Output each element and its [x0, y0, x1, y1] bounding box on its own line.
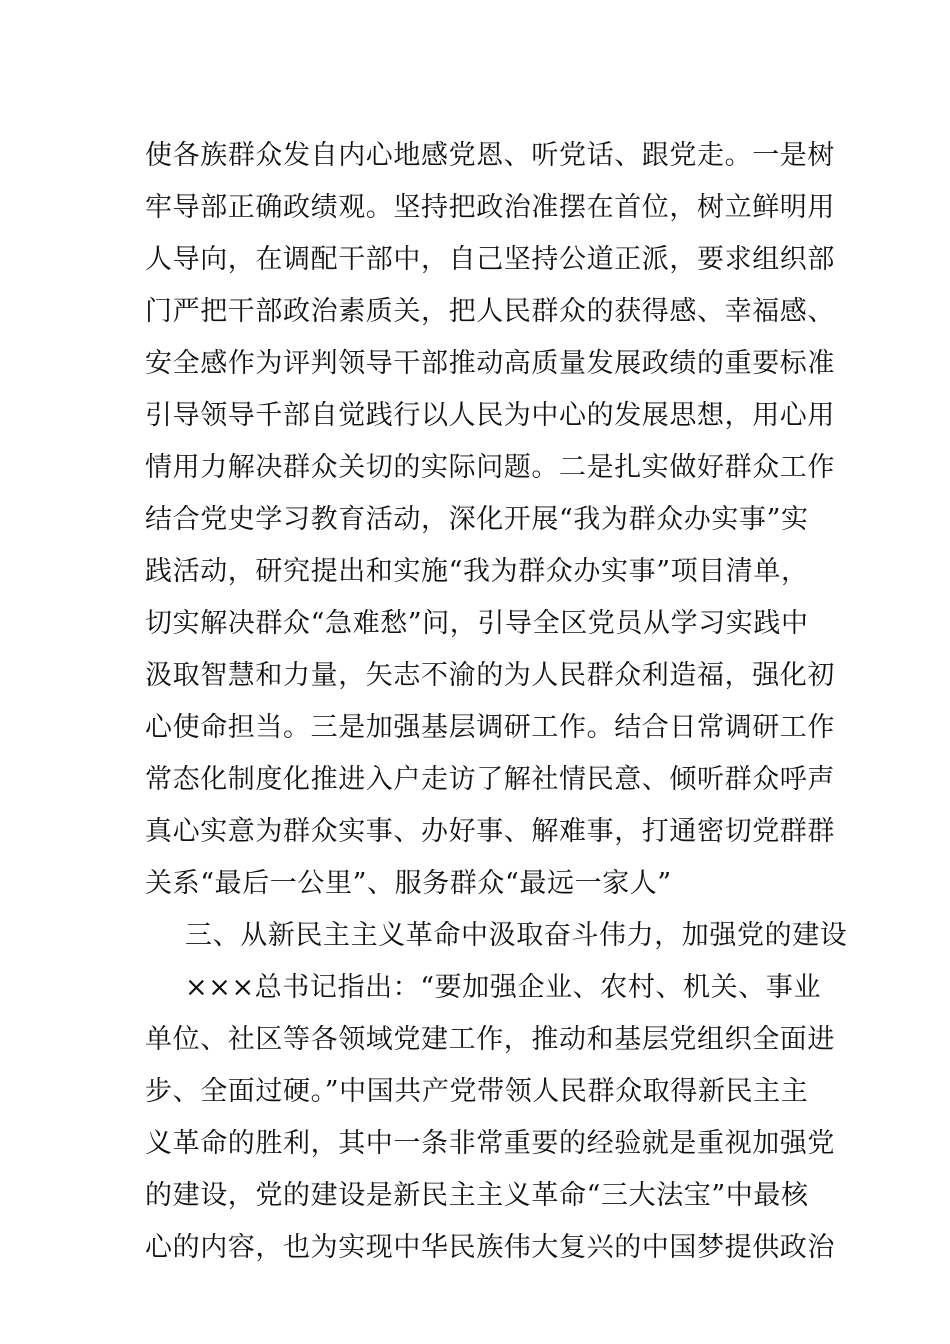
- text-line: 关系“最后一公里”、服务群众“最远一家人”: [145, 868, 672, 899]
- text-line: 义革命的胜利，其中一条非常重要的经验就是重视加强党: [145, 1128, 835, 1159]
- text-line: ×××总书记指出：“要加强企业、农村、机关、事业: [185, 972, 822, 1003]
- text-line: 结合党史学习教育活动，深化开展“我为群众办实事”实: [145, 504, 809, 535]
- text-line: 的建设，党的建设是新民主主义革命“三大法宝”中最核: [145, 1180, 809, 1211]
- text-line: 心的内容，也为实现中华民族伟大复兴的中国梦提供政治: [145, 1232, 835, 1263]
- text-line: 切实解决群众“急难愁”问，引导全区党员从学习实践中: [145, 608, 809, 639]
- text-line: 践活动，研究提出和实施“我为群众办实事”项目清单，: [145, 556, 809, 587]
- body-text: [145, 130, 848, 1274]
- text-line: 使各族群众发自内心地感党恩、听党话、跟党走。一是树: [145, 140, 835, 171]
- text-line: 安全感作为评判领导干部推动高质量发展政绩的重要标准: [145, 348, 835, 379]
- text-line: 人导向，在调配干部中，自己坚持公道正派，要求组织部: [145, 244, 835, 275]
- text-line: 汲取智慧和力量，矢志不渝的为人民群众利造福，强化初: [145, 660, 835, 691]
- text-line: 牢导部正确政绩观。坚持把政治准摆在首位，树立鲜明用: [145, 192, 835, 223]
- text-line: 真心实意为群众实事、办好事、解难事，打通密切党群群: [145, 816, 835, 847]
- text-line: 常态化制度化推进入户走访了解社情民意、倾听群众呼声: [145, 764, 835, 795]
- text-line: 引导领导千部自觉践行以人民为中心的发展思想，用心用: [145, 400, 835, 431]
- text-line: 情用力解决群众关切的实际问题。二是扎实做好群众工作: [145, 452, 835, 483]
- text-line: 单位、社区等各领域党建工作，推动和基层党组织全面进: [145, 1024, 835, 1055]
- text-line: 步、全面过硬。”中国共产党带领人民群众取得新民主主: [145, 1076, 809, 1107]
- text-line: 心使命担当。三是加强基层调研工作。结合日常调研工作: [145, 712, 835, 743]
- text-line: 门严把干部政治素质关，把人民群众的获得感、幸福感、: [145, 296, 835, 327]
- section-heading: 三、从新民主主义革命中汲取奋斗伟力，加强党的建设: [185, 920, 848, 951]
